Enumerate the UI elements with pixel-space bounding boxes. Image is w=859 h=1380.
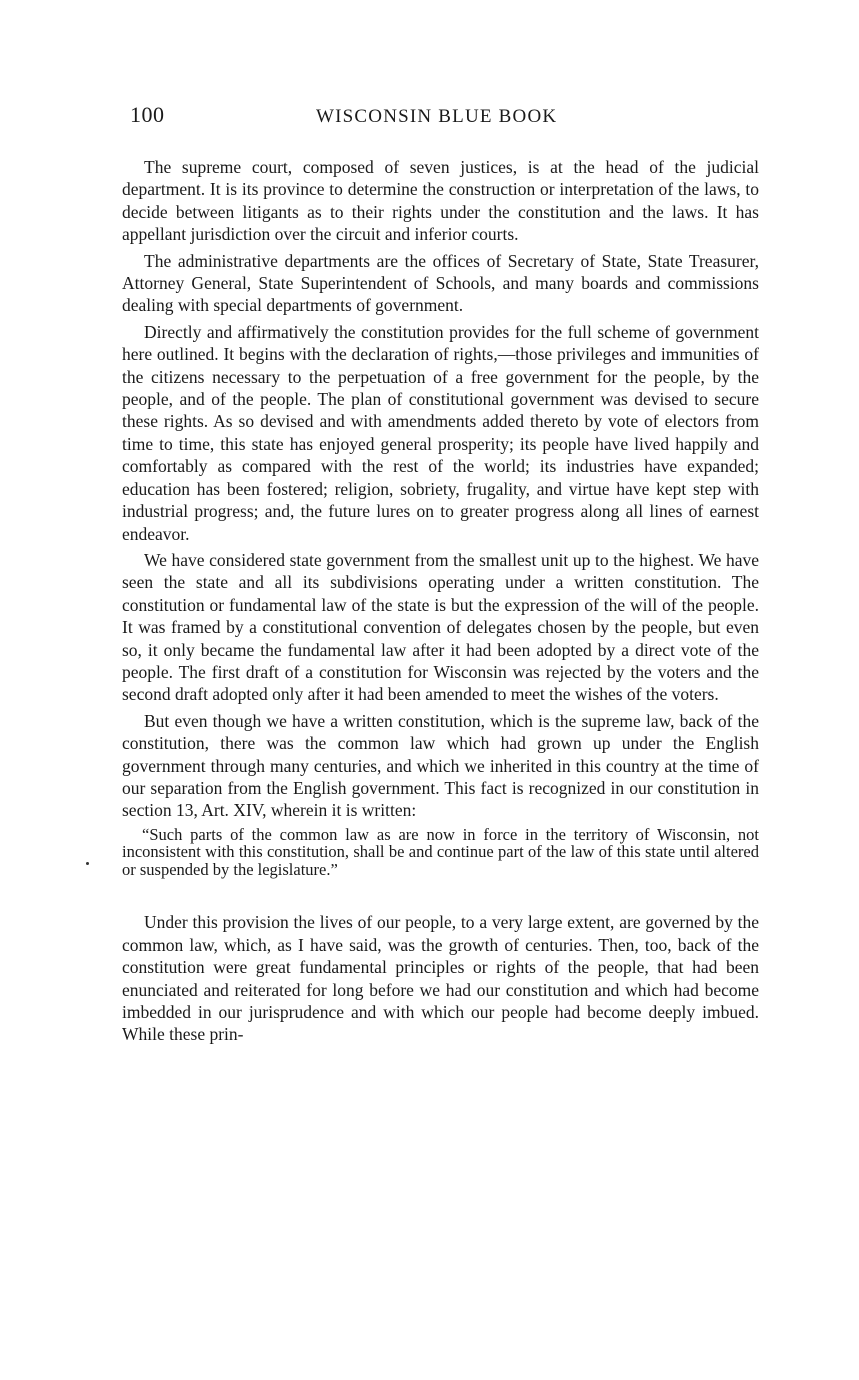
- paragraph-written-constitution: We have considered state government from the smallest unit up to the highest. We have seen the state and all its subdivisions operating under a written constitution. The constitution or fundamental law of the state is but the expression of the will of the people. It was framed by a constitutional convention of delegates chosen by the people, but even so, it only became the fundamental law after it had been adopted by a direct vote of the people. The first draft of a constitution for Wisconsin was rejected by the voters and the second draft adopted only after it had been amended to meet the wishes of the voters.: [122, 549, 759, 705]
- paragraph-supreme-court: The supreme court, composed of seven justices, is at the head of the judicial department. It is its province to determine the construction or interpretation of the laws, to decide between litigants as to their rights under the constitution and the laws. It has appellant jurisdiction over the circuit and inferior courts.: [122, 157, 759, 245]
- paragraph-fundamental-principles: Under this provision the lives of our people, to a very large extent, are governed by the common law, which, as I have said, was the growth of centuries. Then, too, back of the constitution were great fundamental principles or rights of the people, that had been enunciated and reiterated for long before we had our constitution and which had become imbedded in our jurisprudence and with which our people had become deeply imbued. While these prin-: [122, 912, 759, 1045]
- paragraph-scheme-of-government: Directly and affirmatively the constitution provides for the full scheme of government here outlined. It begins with the declaration of rights,—those privileges and immunities of the citizens necessary to the perpetuation of a free government for the people, by the people, and of the people. The plan of constitutional government was devised to secure these rights. As so devised and with amendments added thereto by vote of electors from time to time, this state has enjoyed general prosperity; its people have lived happily and comfortably as compared with the rest of the world; its industries have expanded; education has been fostered; religion, sobriety, frugality, and virtue have kept step with industrial progress; and, the future lures on to greater progress along all lines of earnest endeavor.: [122, 321, 759, 544]
- constitution-quote: “Such parts of the common law as are now in force in the territory of Wisconsin, not inconsistent with this constitution, shall be and continue part of the law of this state until altered or suspended by the legislature.”: [122, 824, 759, 879]
- paragraph-common-law: But even though we have a written constitution, which is the supreme law, back of the constitution, there was the common law which had grown up under the English government through many centuries, and which we inherited in this country at the time of our separation from the English government. This fact is recognized in our constitution in section 13, Art. XIV, wherein it is written:: [122, 710, 759, 821]
- running-title: WISCONSIN BLUE BOOK: [316, 106, 558, 127]
- page-header: [130, 101, 758, 135]
- page-number: 100: [130, 102, 165, 127]
- print-speck: [86, 862, 89, 865]
- paragraph-administrative-departments: The administrative departments are the offices of Secretary of State, State Treasurer, Attorney General, State Superintendent of Schools, and many boards and commissions dealing with special departments of government.: [122, 250, 759, 316]
- body-text: [122, 156, 759, 1050]
